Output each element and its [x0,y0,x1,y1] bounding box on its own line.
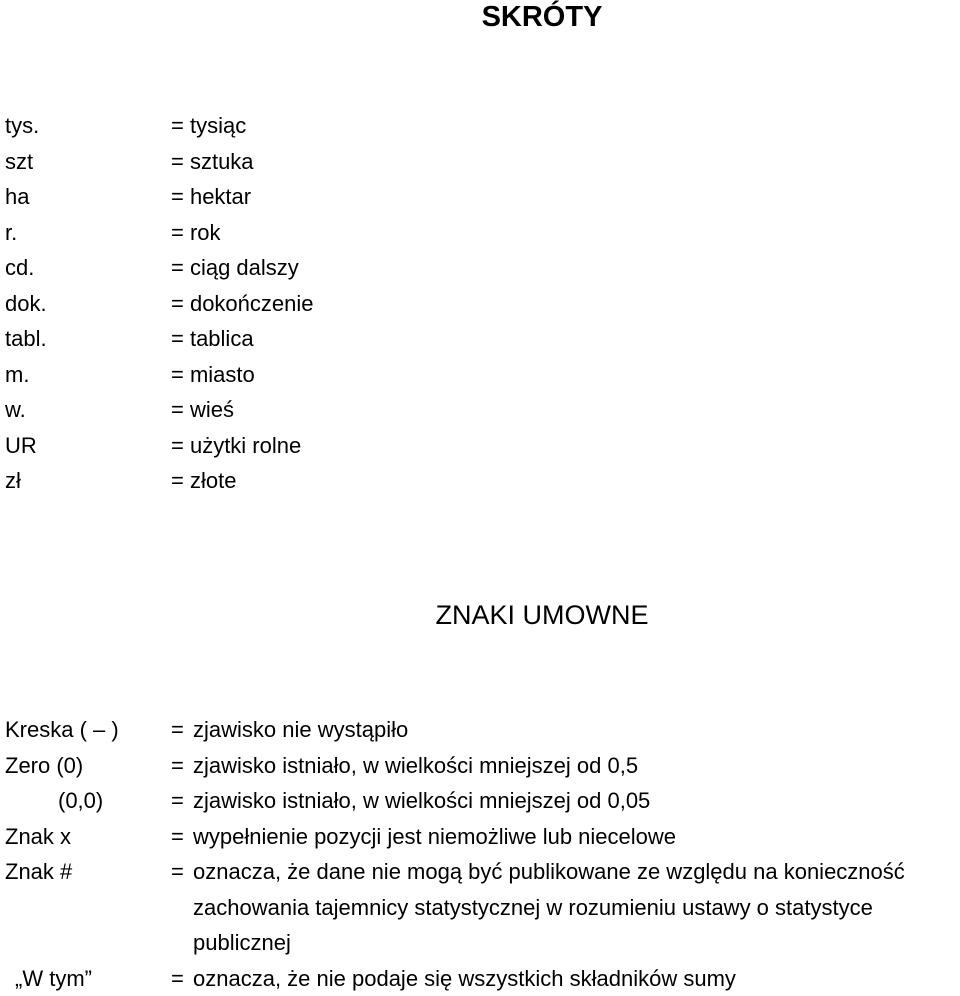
sign-key: „W tym” [15,961,92,996]
abbreviation-key: UR [5,430,37,462]
sign-key: Znak x [5,819,71,855]
sign-key: Kreska ( – ) [5,712,119,748]
abbreviation-key: dok. [5,288,47,320]
sign-equals: = [171,712,184,748]
sign-description: zjawisko istniało, w wielkości mniejszej od 0,05 [193,783,960,819]
sign-key: Zero (0) [5,748,83,784]
abbreviation-value: = tysiąc [171,110,246,142]
sign-description-continuation: zachowania tajemnicy statystycznej w rozumieniu ustawy o statystyce [193,890,960,926]
abbreviation-key: szt [5,146,33,178]
sign-equals: = [171,854,184,890]
sign-description: wypełnienie pozycji jest niemożliwe lub niecelowe [193,819,960,855]
sign-row [5,783,960,819]
sign-row [5,854,960,961]
sign-equals: = [171,819,184,855]
abbreviation-key: tys. [5,110,39,142]
abbreviation-key: ha [5,181,29,213]
sign-row [5,748,960,784]
sign-row [5,712,960,748]
abbreviation-key: zł [5,465,21,497]
abbreviation-value: = ciąg dalszy [171,252,299,284]
sign-description: zjawisko nie wystąpiło [193,712,960,748]
conventional-signs-list [5,712,960,996]
abbreviation-value: = wieś [171,394,234,426]
sign-equals: = [171,748,184,784]
sign-description: zjawisko istniało, w wielkości mniejszej od 0,5 [193,748,960,784]
sign-row [5,819,960,855]
sign-row [5,961,960,996]
abbreviation-value: = użytki rolne [171,430,301,462]
abbreviation-value: = hektar [171,181,251,213]
abbreviation-key: tabl. [5,323,47,355]
abbreviation-key: cd. [5,252,34,284]
abbreviation-key: m. [5,359,29,391]
sign-description-continuation: publicznej [193,925,960,961]
sign-equals: = [171,783,184,819]
abbreviation-value: = sztuka [171,146,254,178]
sign-equals: = [171,961,184,996]
section-title-skroty: SKRÓTY [0,0,960,34]
abbreviation-key: w. [5,394,26,426]
abbreviation-key: r. [5,217,17,249]
abbreviation-value: = rok [171,217,221,249]
sign-key: (0,0) [58,783,103,819]
abbreviation-value: = złote [171,465,236,497]
abbreviation-value: = dokończenie [171,288,314,320]
section-title-znaki-umowne: ZNAKI UMOWNE [0,598,960,632]
sign-description: oznacza, że dane nie mogą być publikowane ze względu na konieczność [193,854,960,890]
sign-description: oznacza, że nie podaje się wszystkich składników sumy [193,961,960,996]
abbreviation-value: = miasto [171,359,255,391]
abbreviation-value: = tablica [171,323,254,355]
sign-key: Znak # [5,854,72,890]
